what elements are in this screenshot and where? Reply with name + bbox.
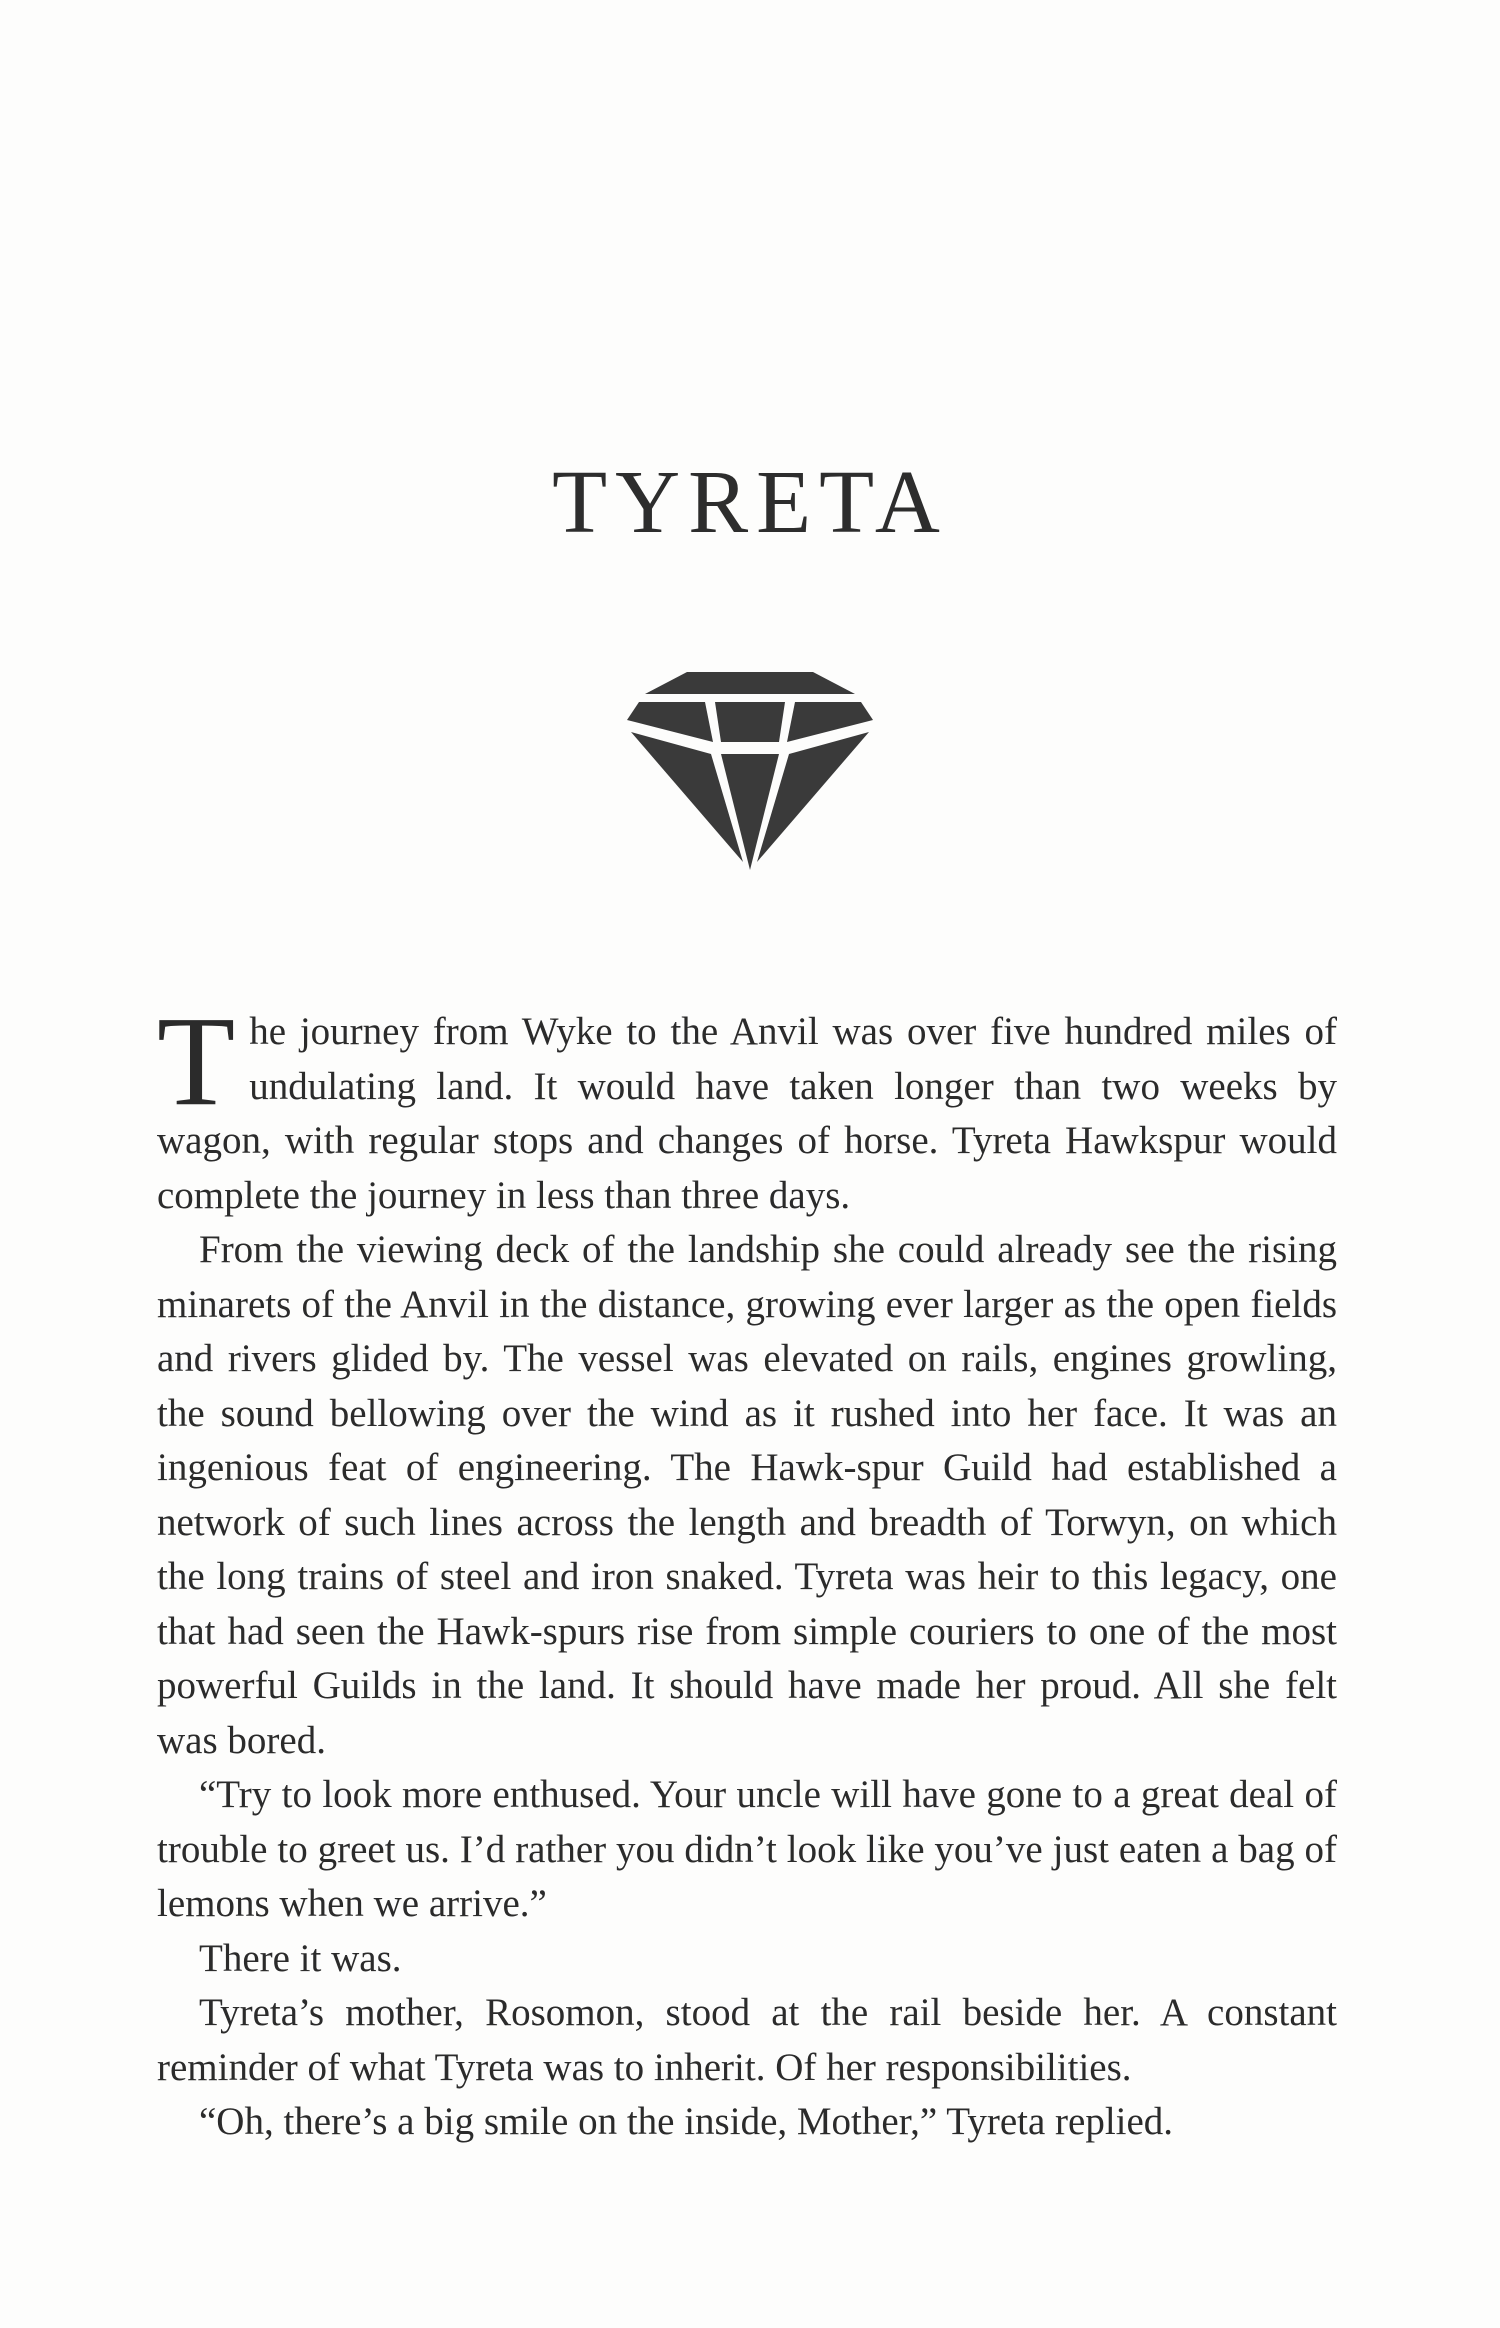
paragraph-6: “Oh, there’s a big smile on the inside, Mother,” Tyreta replied. bbox=[199, 2100, 1174, 2143]
chapter-title: TYRETA bbox=[552, 453, 948, 552]
paragraph-4: There it was. bbox=[199, 1936, 402, 1980]
gem-icon bbox=[619, 658, 881, 878]
paragraph-3: “Try to look more enthused. Your uncle will have gone to a great deal of trouble to greet us. I’d rather you didn’t look like you’ve just eaten a bag of lemons when we arrive.” bbox=[157, 1773, 1337, 1925]
paragraph-1-text: he journey from Wyke to the Anvil was over five hundred miles of undulating land. It would have taken longer than two weeks by wagon, with regular stops and changes of horse. Tyreta Hawkspur would complete the journey in less than three days. bbox=[157, 1010, 1337, 1217]
paragraph-5: Tyreta’s mother, Rosomon, stood at the rail beside her. A constant reminder of what Tyreta was to inherit. Of her responsibilities. bbox=[157, 1991, 1337, 2089]
paragraph-2: From the viewing deck of the landship she could already see the rising minarets of the Anvil in the distance, growing ever larger as the open fields and rivers glided by. The vessel was elevated on rails, engines growling, the sound bellowing over the wind as it rushed into her face. It was an ingenious feat of engineering. The Hawk-spur Guild had established a network of such lines across the length and breadth of Torwyn, on which the long trains of steel and iron snaked. Tyreta was heir to this legacy, one that had seen the Hawk-spurs rise from simple couriers to one of the most powerful Guilds in the land. It should have made her proud. All she felt was bored. bbox=[157, 1228, 1337, 1762]
drop-cap: T bbox=[157, 990, 236, 1132]
chapter-body bbox=[157, 990, 1337, 2150]
paragraph-1 bbox=[157, 990, 1337, 1223]
